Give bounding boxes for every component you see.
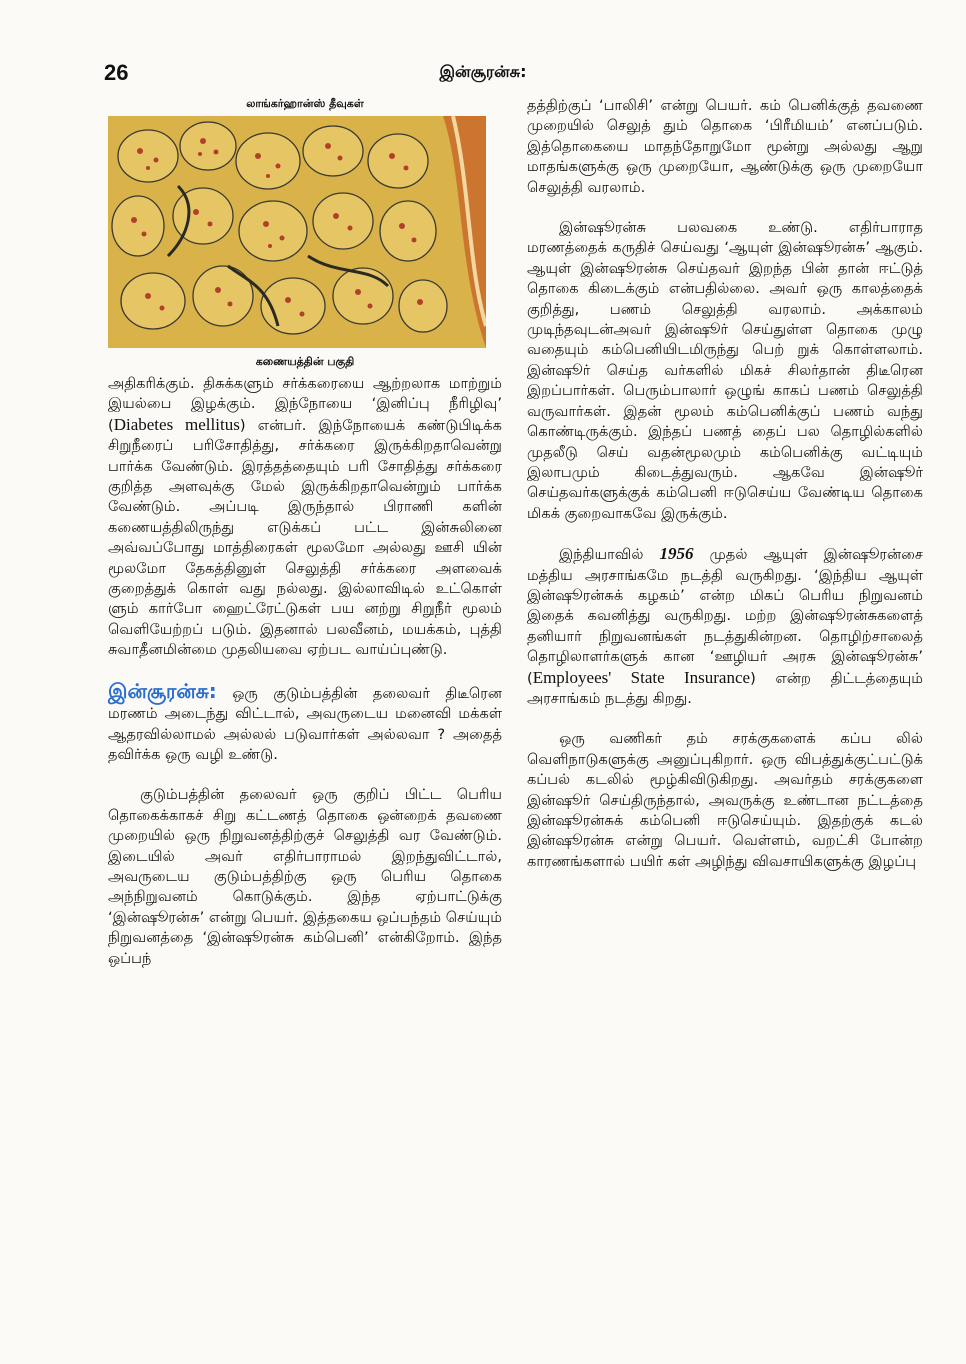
page-number: 26 [104,60,129,85]
running-head: இன்சூரன்சு: [439,62,527,81]
year: 1956 [659,544,694,564]
paragraph: ஒரு வணிகர் தம் சரக்குகளைக் கப்ப லில் வெளிநாடுகளுக்கு அனுப்புகிறார். ஒரு விபத்துக்குட்பட்டுக் கப்பல் கடலில் மூழ்கிவிடுகிறது. அவர்தம் சரக்குகளை இன்ஷூர் செய்திருந்தால், அவருக்கு உண்டான நட்டத்தை இன்ஷூரன்சுக் கம்பெனி ஈடுசெய்யும். இதற்குக் கடல் இன்ஷூரன்சு என்று பெயர். வெள்ளம், வறட்சி போன்ற காரணங்களால் பயிர் கள் அழிந்து விவசாயிகளுக்கு இழப்பு [527,730,923,870]
section-heading: இன்சூரன்சு: [108,678,217,703]
left-column [108,96,502,989]
pancreas-micrograph-image [108,116,486,348]
figure-title: லாங்கர்ஹான்ஸ் தீவுகள் [246,97,364,110]
paragraph: இன்சூரன்சு: ஒரு குடும்பத்தின் தலைவர் திடீரென மரணம் அடைந்து விட்டால், அவருடைய மனைவி மக்கள் ஆதரவில்லாமல் அல்லல் படுவார்கள் அல்லவா ? அதைத் தவிர்க்க ஒரு வழி உண்டு. [108,678,502,763]
right-column [527,96,923,892]
paragraph: அதிகரிக்கும். திசுக்களும் சர்க்கரையை ஆற்றலாக மாற்றும் இயல்பை இழக்கும். இந்நோயை ‘இனிப்பு நீரிழிவு’ (Diabetes mellitus) என்பர். இந்நோயைக் கண்டுபிடிக்க சிறுநீரைப் பரிசோதித்து, சர்க்கரை இருக்கிறதாவென்று பார்க்க வேண்டும். இரத்தத்தையும் பரி சோதித்து சர்க்கரை குறித்த அளவுக்கு மேல் இருக்கிறதாவென்றும் பார்க்க வேண்டும். அப்படி இருந்தால் பிராணி களின் கணையத்திலிருந்து எடுக்கப் பட்ட இன்சுலினை அவ்வப்போது மாத்திரைகள் மூலமோ அல்லது ஊசி யின் மூலமோ தேகத்தினுள் செலுத்தி சர்க்கரை அளவைக் குறைத்துக் கொள் வது நல்லது. இல்லாவிடில் உட்கொள் ளும் கார்போ ஹைட்ரேட்டுகள் பய னற்று சிறுநீர் மூலம் வெளியேற்றப் படும். இதனால் பலவீனம், மயக்கம், புத்தி சுவாதீனமின்மை முதலியவை ஏற்பட வாய்ப்புண்டு. [108,375,502,659]
paragraph: இந்தியாவில் 1956 முதல் ஆயுள் இன்ஷூரன்சை மத்திய அரசாங்கமே நடத்தி வருகிறது. ‘இந்திய ஆயுள் இன்ஷூரன்சுக் கழகம்’ என்ற மிகப் பெரிய நிறுவனம் இதைக் கவனித்து வருகிறது. மற்ற இன்ஷூரன்சுகளைத் தனியார் நிறுவனங்கள் நடத்துகின்றன. தொழிற்சாலைத் தொழிலாளர்களுக் கான ‘ஊழியர் அரசு இன்ஷூரன்சு’ (Employees' State Insurance) என்ற திட்டத்தையும் அரசாங்கம் நடத்து கிறது. [527,544,923,707]
figure-caption: கணையத்தின் பகுதி [255,355,355,368]
latin-term: Diabetes mellitus [113,414,240,434]
paragraph: தத்திற்குப் ‘பாலிசி’ என்று பெயர். கம் பெனிக்குத் தவணை முறையில் செலுத் தும் தொகை ‘பிரீமியம்’ எனப்படும். இத்தொகையை மாதந்தோறுமோ மூன்று அல்லது ஆறு மாதங்களுக்கு ஒரு முறையோ, ஆண்டுக்கு ஒரு முறையோ செலுத்தி வரலாம். [527,97,923,196]
paragraph: இன்ஷூரன்சு பலவகை உண்டு. எதிர்பாராத மரணத்தைக் கருதிச் செய்வது ‘ஆயுள் இன்ஷூரன்சு’ ஆகும். ஆயுள் இன்ஷூரன்சு செய்தவர் இறந்த பின் தான் ஈட்டுத் தொகை கிடைக்கும் என்பதில்லை. அவர் ஒரு காலத்தைக் குறித்து, பணம் செலுத்தி வரலாம். அக்காலம் முடிந்தவுடன்அவர் இன்ஷூர் செய்துள்ள தொகை முழு வதையும் கம்பெனியிடமிருந்து பெற் றுக் கொள்ளலாம். இன்ஷூர் செய்த வர்களில் மிகச் சிலர்தான் திடீரென இறப்பார்கள். பெரும்பாலார் ஒழுங் காகப் பணம் செலுத்தி வருவார்கள். இதன் மூலம் கம்பெனிக்குப் பணம் வந்து கொண்டிருக்கும். இந்தப் பணத் தைப் பல தொழில்களில் முதலீடு செய் வதன்மூலமும் கம்பெனிக்கு வட்டியும் இலாபமும் கிடைத்துவரும். ஆகவே இன்ஷூர் செய்தவர்களுக்குக் கம்பெனி ஈடுசெய்ய வேண்டிய தொகை மிகக் குறைவாகவே இருக்கும். [527,219,923,522]
latin-term: Employees' State Insurance [532,667,751,687]
paragraph: குடும்பத்தின் தலைவர் ஒரு குறிப் பிட்ட பெரிய தொகைக்காகச் சிறு கட்டணத் தொகை ஒன்றைக் தவணை முறையில் ஒரு நிறுவனத்திற்குச் செலுத்தி வர வேண்டும். இடையில் அவர் எதிர்பாராமல் இறந்துவிட்டால், அவருடைய குடும்பத்திற்கு ஒரு பெரிய தொகை அந்நிறுவனம் கொடுக்கும். இந்த ஏற்பாட்டுக்கு ‘இன்ஷூரன்சு’ என்று பெயர். இத்தகைய ஒப்பந்தம் செய்யும் நிறுவனத்தை ‘இன்ஷூரன்சு கம்பெனி’ என்கிறோம். இந்த ஒப்பந் [108,786,502,967]
